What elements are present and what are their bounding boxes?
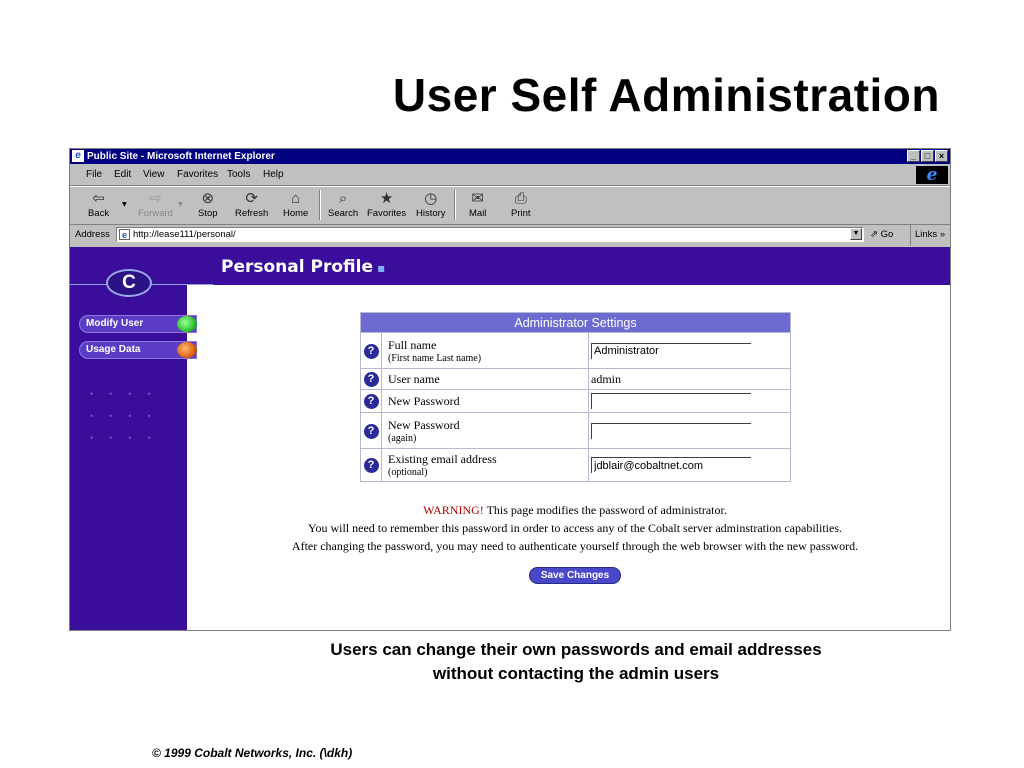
field-label: New Password xyxy=(382,390,589,413)
page-header xyxy=(221,257,385,277)
decorative-dots: •••• xyxy=(90,389,167,399)
print-icon: ⎙ xyxy=(514,190,527,207)
field-label: User name xyxy=(382,369,589,390)
caption-line-1: Users can change their own passwords and email addresses xyxy=(330,640,822,659)
toolbar-separator xyxy=(454,190,456,220)
menu-tools[interactable]: Tools xyxy=(227,169,251,180)
address-url: http://lease111/personal/ xyxy=(133,229,236,240)
go-label: Go xyxy=(880,229,894,240)
mail-button[interactable] xyxy=(469,189,486,219)
browser-window xyxy=(69,148,951,631)
address-input[interactable] xyxy=(116,227,864,242)
maximize-button[interactable]: □ xyxy=(921,150,934,162)
page-content xyxy=(70,247,950,630)
warning-line-1: This page modifies the password of administrator. xyxy=(483,503,727,517)
go-arrow-icon: ⇗ xyxy=(870,229,878,240)
cobalt-logo-icon[interactable]: C xyxy=(106,269,152,297)
refresh-icon: ⟳ xyxy=(245,190,258,207)
help-button[interactable] xyxy=(361,390,382,413)
close-button[interactable]: × xyxy=(935,150,948,162)
chevron-down-icon: ▾ xyxy=(122,199,127,210)
field-label: New Password (again) xyxy=(382,413,589,449)
forward-arrow-icon: ⇨ xyxy=(149,190,162,207)
ie-window-icon: e xyxy=(72,150,84,162)
chevron-right-icon: » xyxy=(939,229,946,240)
new-password-input[interactable] xyxy=(591,393,751,409)
address-bar xyxy=(70,224,950,246)
search-button[interactable] xyxy=(328,189,358,219)
confirm-password-input[interactable] xyxy=(591,423,751,439)
search-icon: ⌕ xyxy=(338,190,348,207)
chevron-down-icon: ▼ xyxy=(852,230,860,237)
administrator-settings-table xyxy=(360,312,791,482)
stop-label: Stop xyxy=(198,208,218,219)
header-dot-icon: ▪ xyxy=(372,261,386,275)
stop-button[interactable] xyxy=(198,189,218,219)
page-icon: e xyxy=(119,229,130,240)
full-name-input[interactable] xyxy=(591,343,751,359)
nav-usage-data[interactable] xyxy=(79,341,197,359)
content-gap xyxy=(187,285,213,630)
history-button[interactable] xyxy=(416,189,446,219)
history-icon: ◷ xyxy=(424,190,438,207)
favorites-label: Favorites xyxy=(367,208,407,219)
window-title: Public Site - Microsoft Internet Explorer xyxy=(87,151,275,162)
back-arrow-icon: ⇦ xyxy=(92,190,105,207)
decorative-dots: •••• xyxy=(90,433,167,443)
search-label: Search xyxy=(328,208,359,219)
chevron-down-icon: ▾ xyxy=(178,199,183,210)
warning-line-3: After changing the password, you may need to authenticate yourself through the web browser with the new password. xyxy=(291,539,859,553)
help-icon: ? xyxy=(364,372,379,387)
help-icon: ? xyxy=(364,424,379,439)
menu-help[interactable]: Help xyxy=(263,169,284,180)
mail-label: Mail xyxy=(469,208,487,219)
toolbar-separator xyxy=(319,190,321,220)
help-button[interactable] xyxy=(361,369,382,390)
print-button[interactable] xyxy=(511,189,531,219)
menu-edit[interactable]: Edit xyxy=(114,169,132,180)
field-label: Full name (First name Last name) xyxy=(382,333,589,369)
field-label: Existing email address (optional) xyxy=(382,449,589,482)
warning-line-2: You will need to remember this password in order to access any of the Cobalt server adminstration capabilities. xyxy=(308,521,842,535)
help-button[interactable] xyxy=(361,413,382,449)
status-led-icon xyxy=(177,316,197,332)
links-button[interactable] xyxy=(910,224,945,246)
help-button[interactable] xyxy=(361,333,382,369)
address-label: Address xyxy=(75,229,110,240)
back-button[interactable] xyxy=(88,189,109,219)
stop-icon: ⊗ xyxy=(201,190,215,207)
caption-line-2: without contacting the admin users xyxy=(432,664,720,683)
refresh-label: Refresh xyxy=(235,208,269,219)
title-bar xyxy=(70,149,950,164)
help-button[interactable] xyxy=(361,449,382,482)
nav-modify-user-label: Modify User xyxy=(86,318,144,329)
menu-file[interactable]: File xyxy=(86,169,103,180)
go-button[interactable] xyxy=(870,224,893,246)
refresh-button[interactable] xyxy=(235,189,268,219)
copyright: © 1999 Cobalt Networks, Inc. (\dkh) xyxy=(152,746,353,760)
mail-icon: ✉ xyxy=(471,190,484,207)
back-dropdown[interactable] xyxy=(122,199,127,210)
user-name-value: admin xyxy=(589,369,791,390)
address-dropdown[interactable] xyxy=(850,228,862,240)
help-icon: ? xyxy=(364,458,379,473)
nav-usage-data-label: Usage Data xyxy=(86,344,141,355)
slide-caption xyxy=(200,638,952,686)
links-label: Links xyxy=(915,229,938,240)
save-changes-button[interactable]: Save Changes xyxy=(529,567,621,584)
email-input[interactable] xyxy=(591,457,751,473)
home-icon: ⌂ xyxy=(291,190,301,207)
favorites-icon: ★ xyxy=(379,190,394,207)
warning-message xyxy=(230,501,920,555)
slide-title: User Self Administration xyxy=(392,69,940,121)
help-icon: ? xyxy=(364,394,379,409)
warning-prefix: WARNING! xyxy=(423,503,484,517)
toolbar xyxy=(70,186,950,225)
home-button[interactable] xyxy=(283,189,308,219)
history-label: History xyxy=(416,208,446,219)
favorites-button[interactable] xyxy=(367,189,406,219)
help-icon: ? xyxy=(364,344,379,359)
nav-modify-user[interactable] xyxy=(79,315,197,333)
forward-button[interactable] xyxy=(138,189,173,219)
ie-logo-icon: e xyxy=(916,166,948,184)
forward-label: Forward xyxy=(138,208,173,219)
home-label: Home xyxy=(283,208,309,219)
back-label: Back xyxy=(88,208,110,219)
page-header-text: Personal Profile xyxy=(221,257,373,277)
menu-favorites[interactable]: Favorites xyxy=(177,169,219,180)
status-led-icon xyxy=(177,342,197,358)
forward-dropdown[interactable] xyxy=(178,199,183,210)
decorative-dots: •••• xyxy=(90,411,167,421)
menu-bar xyxy=(70,165,950,186)
print-label: Print xyxy=(511,208,531,219)
minimize-button[interactable]: _ xyxy=(907,150,920,162)
settings-header: Administrator Settings xyxy=(361,313,791,333)
menu-view[interactable]: View xyxy=(143,169,165,180)
